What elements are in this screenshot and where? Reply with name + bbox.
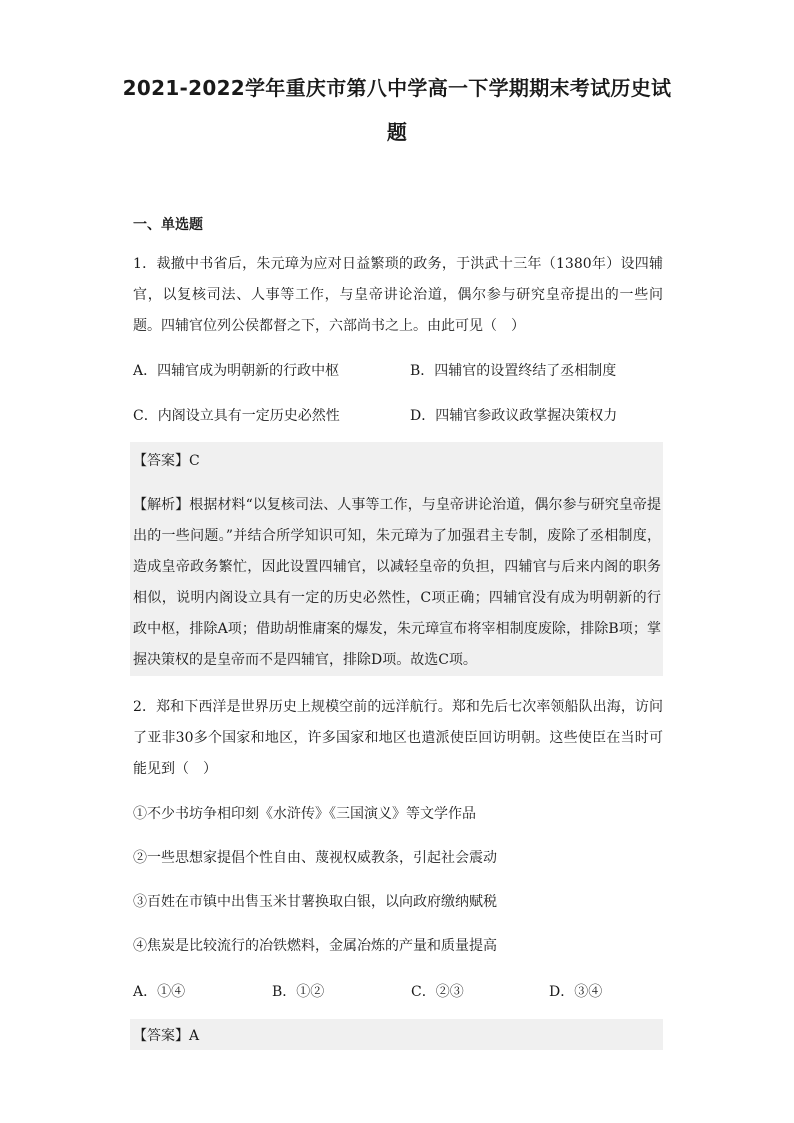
- question-2-stem: 2．郑和下西洋是世界历史上规模空前的远洋航行。郑和先后七次率领船队出海，访问了亚非30多个国家和地区，许多国家和地区也遣派使臣回访明朝。这些使臣在当时可能见到（ ）: [133, 699, 663, 777]
- title-line-2: 题: [386, 120, 408, 144]
- q2-option-b: B．①②: [272, 984, 325, 1000]
- q2-item-4: ④焦炭是比较流行的冶铁燃料，金属冶炼的产量和质量提高: [133, 938, 497, 954]
- q1-option-d: D．四辅官参政议政掌握决策权力: [410, 408, 618, 424]
- section-heading: 一、单选题: [133, 217, 203, 233]
- q1-option-a: A．四辅官成为明朝新的行政中枢: [133, 363, 340, 379]
- document-title: [120, 66, 674, 154]
- q1-answer: 【答案】C: [133, 453, 200, 469]
- question-1-stem: 1．裁撤中书省后，朱元璋为应对日益繁琐的政务，于洪武十三年（1380年）设四辅官，以复核司法、人事等工作，与皇帝讲论治道，偶尔参与研究皇帝提出的一些问题。四辅官位列公侯都督之下，六部尚书之上。由此可见（ ）: [133, 256, 663, 334]
- q2-option-a: A．①④: [133, 984, 186, 1000]
- q2-item-2: ②一些思想家提倡个性自由、蔑视权威教条，引起社会震动: [133, 850, 497, 866]
- q1-option-b: B．四辅官的设置终结了丞相制度: [410, 363, 617, 379]
- q2-item-1: ①不少书坊争相印刻《水浒传》《三国演义》等文学作品: [133, 806, 476, 822]
- q1-option-c: C．内阁设立具有一定历史必然性: [133, 408, 340, 424]
- q2-option-d: D．③④: [549, 984, 603, 1000]
- q2-answer: 【答案】A: [133, 1028, 200, 1044]
- title-line-1: 2021-2022学年重庆市第八中学高一下学期期末考试历史试: [122, 76, 672, 100]
- q2-answer-panel: [130, 1019, 663, 1050]
- q1-analysis: 【解析】根据材料“以复核司法、人事等工作，与皇帝讲论治道，偶尔参与研究皇帝提出的一些问题。”并结合所学知识可知，朱元璋为了加强君主专制，废除了丞相制度，造成皇帝政务繁忙，因此设置四辅官，以减轻皇帝的负担，四辅官与后来内阁的职务相似，说明内阁设立具有一定的历史必然性，C项正确；四辅官没有成为明朝新的行政中枢，排除A项；借助胡惟庸案的爆发，朱元璋宣布将宰相制度废除，排除B项；掌握决策权的是皇帝而不是四辅官，排除D项。故选C项。: [133, 497, 661, 668]
- q2-option-c: C．②③: [411, 984, 464, 1000]
- q2-item-3: ③百姓在市镇中出售玉米甘薯换取白银，以向政府缴纳赋税: [133, 894, 497, 910]
